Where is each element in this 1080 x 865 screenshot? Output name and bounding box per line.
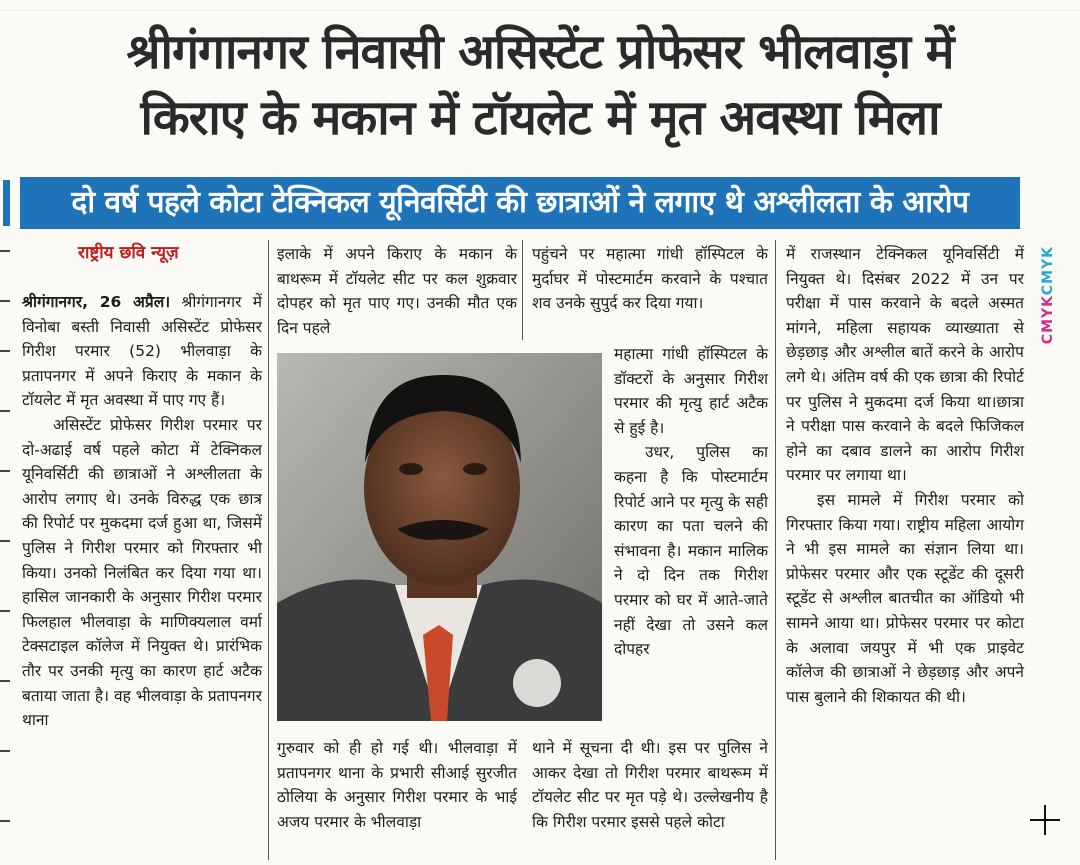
cmyk-registration-marks	[1040, 246, 1060, 406]
column-rule	[522, 240, 523, 340]
article-paragraph: असिस्टेंट प्रोफेसर गिरीश परमार पर दो-अढाई वर्ष पहले कोटा में टेक्निकल यूनिवर्सिटी की छात्राओं ने अश्लीलता के आरोप लगाए थे। उनके विरुद्ध एक छात्र की रिपोर्ट पर मुकदमा दर्ज हुआ था, जिसमें पुलिस ने गिरीश परमार को गिरफ्तार भी किया। उनको निलंबित कर दिया गया था। हासिल जानकारी के अनुसार गिरीश परमार फिलहाल भीलवाड़ा के माणिक्यलाल वर्मा टेक्सटाइल कॉलेज में नियुक्त थे। प्रारंभिक तौर पर उनकी मृत्यु का कारण हार्ट अटैक बताया जाता है। वह भीलवाड़ा के प्रतापनगर थाना	[22, 415, 262, 730]
crop-plus-icon	[1030, 805, 1060, 835]
article-paragraph: इलाके में अपने किराए के मकान के बाथरूम में टॉयलेट सीट पर कल शुक्रवार दोपहर को मृत पाए गए। उनकी मौत एक दिन पहले	[277, 245, 517, 337]
article-column-3-continued	[532, 736, 768, 834]
article-paragraph: में राजस्थान टेक्निकल यूनिवर्सिटी में नियुक्त थे। दिसंबर 2022 में उन पर परीक्षा में पास करवाने के बदले अस्मत मांगने, महिला सहायक व्याख्याता से छेड़छाड़ और अश्लील बातें करने के आरोप लगे थे। अंतिम वर्ष की एक छात्रा की रिपोर्ट पर पुलिस ने मुकदमा दर्ज किया था।छात्रा ने परीक्षा पास करवाने के बदले फिजिकल होने का दबाव डालने का आरोप गिरीश परमार पर लगाया था।	[786, 245, 1024, 485]
article-paragraph	[22, 290, 262, 413]
article-paragraph: महात्मा गांधी हॉस्पिटल के डॉक्टरों के अनुसार गिरीश परमार की मृत्यु हार्ट अटैक से हुई है।	[614, 345, 768, 437]
dateline: श्रीगंगानगर, 26 अप्रैल।	[22, 293, 171, 311]
portrait-illustration	[277, 353, 602, 721]
cropped-top-edge	[0, 0, 1080, 11]
cmyk-mark: CMYK	[1040, 295, 1056, 345]
column-rule	[775, 240, 776, 860]
headline-line-2: किराए के मकान में टॉयलेट में मृत अवस्था मिला	[140, 90, 940, 146]
article-paragraph: इस मामले में गिरीश परमार को गिरफ्तार किया गया। राष्ट्रीय महिला आयोग ने भी इस मामले का संज्ञान लिया था। प्रोफेसर परमार और एक स्टूडेंट की दूसरी स्टूडेंट से अश्लील बातचीत का ऑडियो भी सामने आया था। प्रोफेसर परमार पर कोटा के अलावा जयपुर में भी एक प्राइवेट कॉलेज की छात्राओं ने छेड़छाड़ और अपने पास बुलाने की शिकायत की थी।	[786, 490, 1024, 706]
subhead-marker	[3, 180, 10, 226]
article-paragraph: गुरुवार को ही हो गई थी। भीलवाड़ा में प्रतापनगर थाना के प्रभारी सीआई सुरजीत ठोलिया के अनुसार गिरीश परमार के भाई अजय परमार के भीलवाड़ा	[277, 739, 517, 831]
portrait-photo	[277, 353, 602, 721]
article-column-3-narrow	[614, 342, 768, 662]
article-column-4	[786, 242, 1024, 709]
cmyk-mark: CMYK	[1040, 246, 1056, 296]
subheadline-banner: दो वर्ष पहले कोटा टेक्निकल यूनिवर्सिटी की छात्राओं ने लगाए थे अश्लीलता के आरोप	[20, 177, 1020, 229]
article-paragraph: थाने में सूचना दी थी। इस पर पुलिस ने आकर देखा तो गिरीश परमार बाथरूम में टॉयलेट सीट पर मृत पड़े थे। उल्लेखनीय है कि गिरीश परमार इससे पहले कोटा	[532, 739, 768, 831]
column-rule	[268, 240, 269, 860]
article-text: श्रीगंगानगर में विनोबा बस्ती निवासी असिस्टेंट प्रोफेसर गिरीश परमार (52) भीलवाड़ा के प्रतापनगर में अपने किराए के मकान के टॉयलेट में मृत अवस्था में पाए गए हैं।	[22, 293, 262, 410]
adjacent-column-edge	[0, 240, 12, 860]
article-column-3	[532, 242, 768, 316]
article-column-2	[277, 242, 517, 340]
headline-line-1: श्रीगंगानगर निवासी असिस्टेंट प्रोफेसर भीलवाड़ा में	[126, 24, 954, 80]
article-column-1	[22, 290, 262, 733]
article-paragraph: उधर, पुलिस का कहना है कि पोस्टमार्टम रिपोर्ट आने पर मृत्यु के सही कारण का पता चलने की संभावना है। मकान मालिक ने दो दिन तक गिरीश परमार को घर में आते-जाते नहीं देखा तो उसने कल दोपहर	[614, 443, 768, 659]
article-paragraph: पहुंचने पर महात्मा गांधी हॉस्पिटल के मुर्दाघर में पोस्टमार्टम करवाने के पश्चात शव उनके सुपुर्द कर दिया गया।	[532, 245, 768, 313]
article-column-2-continued	[277, 736, 517, 834]
byline: राष्ट्रीय छवि न्यूज़	[78, 243, 179, 263]
